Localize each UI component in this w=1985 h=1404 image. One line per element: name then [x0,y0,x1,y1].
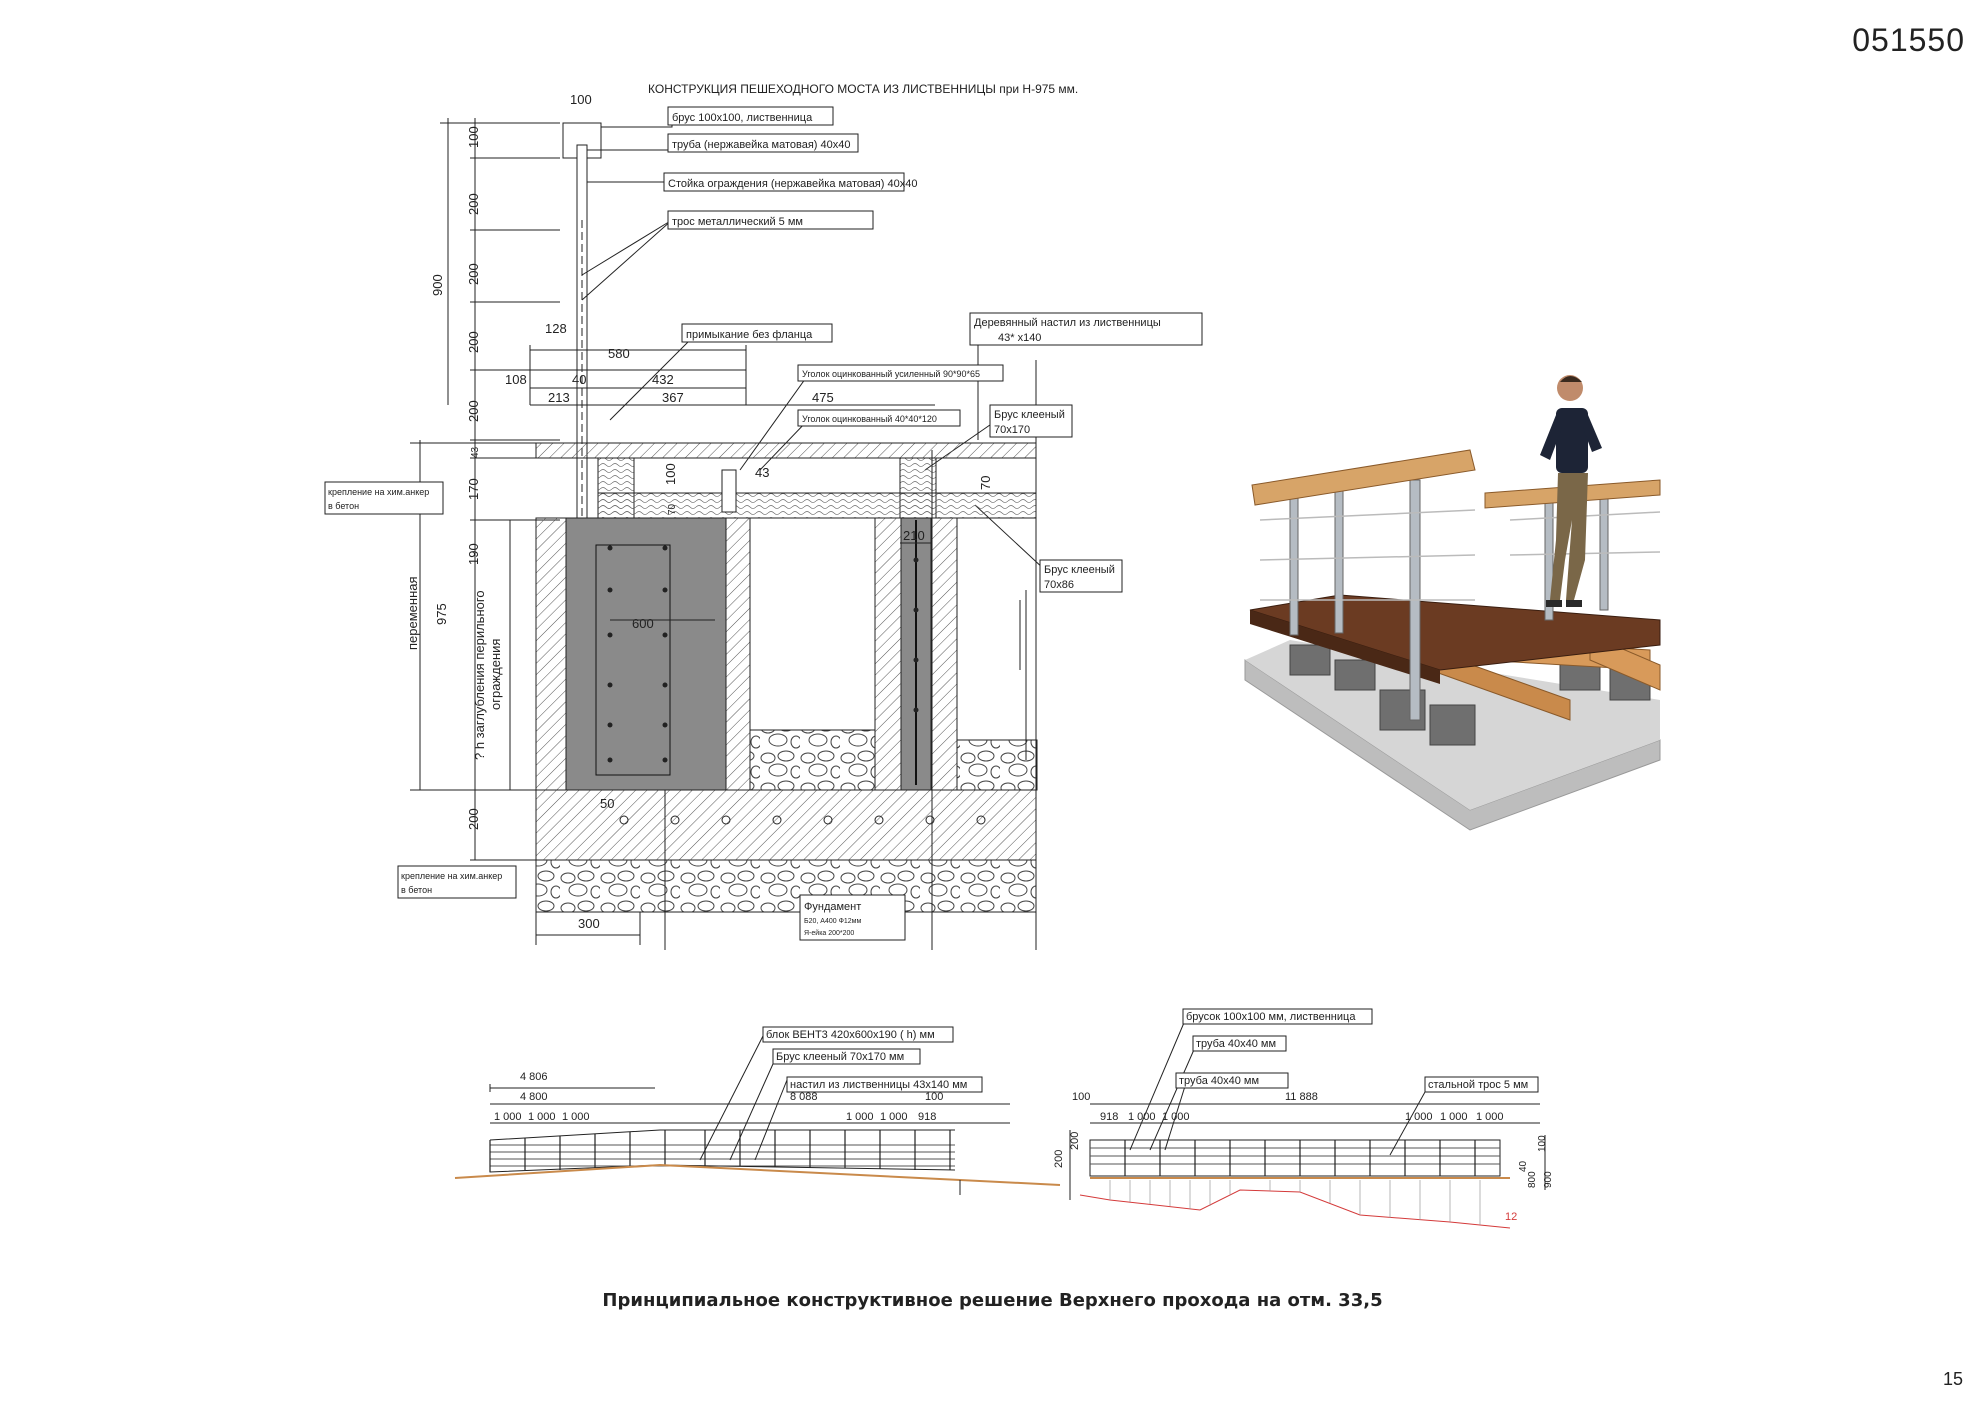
dim-70-a: 70 [667,503,678,515]
dim-170: 170 [466,478,481,500]
dim-100-top: 100 [570,92,592,107]
section-title: КОНСТРУКЦИЯ ПЕШЕХОДНОГО МОСТА ИЗ ЛИСТВЕННИЦЫ при Н-975 мм. [648,82,1079,96]
elevation-texts [494,1011,1554,1223]
el-right-h40: 40 [1518,1160,1529,1172]
el-left-s1: 1 000 [494,1111,522,1123]
el-right-red-mark: 12 [1505,1211,1518,1223]
dim-50: 50 [600,796,615,811]
el-callout-beam: брусок 100х100 мм, лиственница [1186,1011,1356,1023]
el-callout-cable: стальной трос 5 мм [1428,1079,1529,1091]
el-right-100: 100 [1072,1091,1091,1103]
el-left-100: 100 [925,1091,944,1103]
elevation-drawing [455,1018,1545,1228]
dim-70-b: 70 [978,475,993,490]
dim-43-b: 43 [755,465,770,480]
callout-angle: Уголок оцинкованный 40*40*120 [802,414,937,424]
callout-anchor2-line1: крепление на хим.анкер [401,871,503,881]
callout-foundation: Фундамент [804,901,862,913]
section-drawing [410,110,1045,950]
dim-depth-line2: ограждения [488,638,503,710]
dim-580: 580 [608,346,630,361]
el-left-s2: 1 000 [528,1111,556,1123]
callout-no-flange: примыкание без фланца [686,329,813,341]
el-callout-block: блок ВЕНТ3 420х600х190 ( h) мм [766,1029,935,1041]
dim-200-e: 200 [466,808,481,830]
el-right-h200b: 200 [1069,1131,1081,1150]
el-left-s3: 1 000 [562,1111,590,1123]
callout-deck: Деревянный настил из лиственницы [974,317,1161,329]
el-right-h200a: 200 [1053,1149,1065,1168]
dim-475: 475 [812,390,834,405]
el-right-h800: 800 [1527,1171,1538,1188]
dim-128: 128 [545,321,567,336]
page-number: 15 [1942,1369,1963,1389]
el-right-h900: 900 [1543,1171,1554,1188]
bridge-3d-illustration [1245,375,1660,830]
el-callout-pipe1: труба 40х40 мм [1196,1038,1277,1050]
dim-975: 975 [434,603,449,625]
dim-200-d: 200 [466,400,481,422]
el-left-total: 4 800 [520,1091,548,1103]
el-right-h100: 100 [1537,1135,1548,1152]
el-right-s4: 1 000 [1405,1111,1433,1123]
el-callout-pipe2: труба 40х40 мм [1179,1075,1260,1087]
dim-432: 432 [652,372,674,387]
el-right-total: 11 888 [1285,1091,1318,1103]
callout-anchor1-line1: крепление на хим.анкер [328,487,430,497]
callout-glulam2-size: 70х86 [1044,579,1074,591]
callout-post: Стойка ограждения (нержавейка матовая) 40х40 [668,178,918,190]
callout-glulam1: Брус клееный [994,409,1065,421]
callout-anchor2-line2: в бетон [401,885,433,895]
dim-100: 100 [466,126,481,148]
callout-cable: трос металлический 5 мм [672,216,803,228]
dim-100-b: 100 [663,463,678,485]
dim-200-c: 200 [466,331,481,353]
callout-beam: брус 100х100, лиственница [672,112,813,124]
callout-glulam1-size: 70х170 [994,424,1031,436]
dim-600: 600 [632,616,654,631]
callout-foundation-line2: Б20, А400 Ф12мм [804,918,862,925]
dim-213: 213 [548,390,570,405]
dim-190: 190 [466,543,481,565]
dim-300: 300 [578,916,600,931]
el-left-s5: 1 000 [880,1111,908,1123]
dim-40: 40 [572,372,587,387]
el-right-s6: 1 000 [1476,1111,1504,1123]
callout-angle-reinforced: Уголок оцинкованный усиленный 90*90*65 [802,369,980,379]
dim-200-b: 200 [466,263,481,285]
page-caption: Принципиальное конструктивное решение Верхнего прохода на отм. 33,5 [602,1290,1383,1311]
dim-210: 210 [903,528,925,543]
dim-depth-line1: ? h заглубления перильного [472,590,487,760]
dim-43: 43 [470,446,481,458]
el-callout-glulam: Брус клееный 70х170 мм [776,1051,905,1063]
el-left-total-top: 4 806 [520,1071,548,1083]
el-right-s5: 1 000 [1440,1111,1468,1123]
callout-anchor1-line2: в бетон [328,501,360,511]
el-right-s1: 918 [1100,1111,1119,1123]
dim-367: 367 [662,390,684,405]
el-right-s2: 1 000 [1128,1111,1156,1123]
callout-glulam2: Брус клееный [1044,564,1115,576]
el-left-mid: 8 088 [790,1091,818,1103]
callout-deck-size: 43* х140 [998,332,1042,344]
callout-pipe: труба (нержавейка матовая) 40х40 [672,139,851,151]
el-left-s6: 918 [918,1111,937,1123]
document-number: 051550 [1852,22,1965,58]
dim-200-a: 200 [466,193,481,215]
el-right-s3: 1 000 [1162,1111,1190,1123]
dim-variable: переменная [405,576,420,650]
callout-foundation-line3: Я-ейка 200*200 [804,930,855,937]
el-callout-deck: настил из лиственницы 43х140 мм [790,1079,968,1091]
dim-108: 108 [505,372,527,387]
dim-900: 900 [430,274,445,296]
el-left-s4: 1 000 [846,1111,874,1123]
